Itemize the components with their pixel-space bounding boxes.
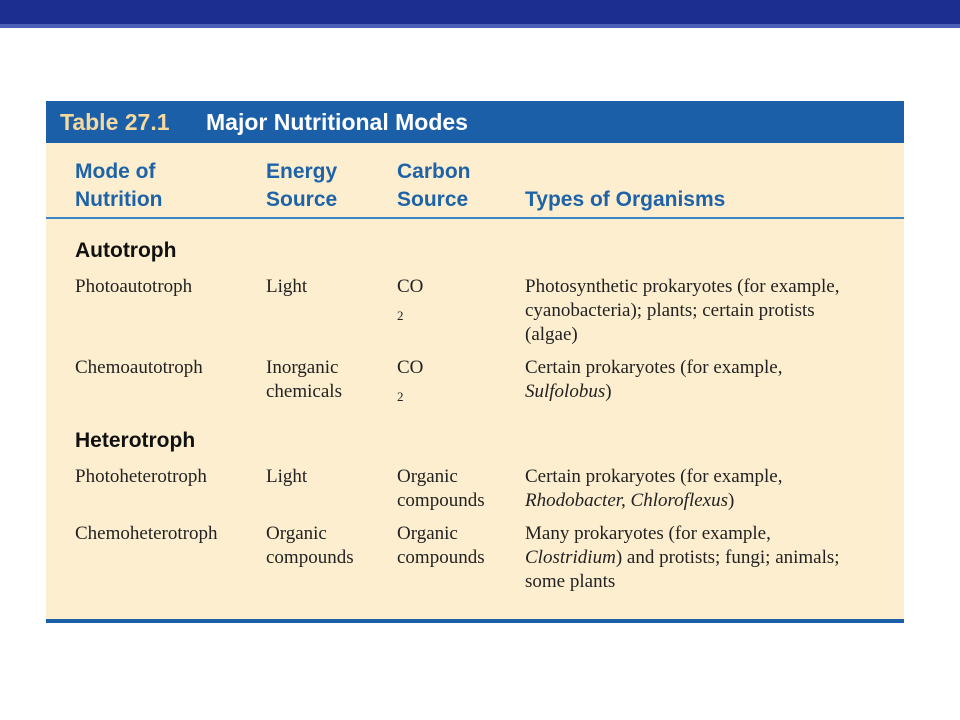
cell-mode-photoheterotroph: Photoheterotroph	[75, 466, 207, 487]
cell-mode-chemoheterotroph: Chemoheterotroph	[75, 523, 218, 544]
cell-types-photoautotroph: Photosynthetic prokaryotes (for example, cyanobacteria); plants; certain protists (algae)	[525, 276, 840, 345]
header-energy-source: Energy Source	[266, 160, 338, 211]
slide-top-bar	[0, 0, 960, 24]
header-rule	[46, 217, 904, 219]
cell-energy-chemoheterotroph: Organic compounds	[266, 523, 354, 568]
nutritional-modes-table	[46, 101, 904, 623]
group-heterotroph: Heterotroph	[75, 429, 196, 452]
header-mode-of-nutrition: Mode of Nutrition	[75, 160, 163, 211]
group-autotroph: Autotroph	[75, 239, 177, 262]
cell-energy-chemoautotroph: Inorganic chemicals	[266, 357, 342, 402]
cell-types-photoheterotroph: Certain prokaryotes (for example, Rhodobacter, Chloroflexus)	[525, 466, 783, 511]
cell-carbon-photoautotroph: CO $_2$	[397, 276, 424, 323]
table-title-bar	[46, 101, 904, 143]
table-number: Table 27.1	[60, 109, 170, 135]
cell-carbon-chemoautotroph: CO $_2$	[397, 357, 424, 404]
cell-mode-photoautotroph: Photoautotroph	[75, 276, 193, 297]
header-types-of-organisms: Types of Organisms	[525, 188, 726, 211]
cell-carbon-photoheterotroph: Organic compounds	[397, 466, 485, 511]
cell-types-chemoheterotroph: Many prokaryotes (for example, Clostridium) and protists; fungi; animals; some plants	[525, 523, 840, 592]
cell-energy-photoheterotroph: Light	[266, 466, 308, 487]
slide-top-stripe	[0, 24, 960, 28]
table-bottom-rule	[46, 619, 904, 623]
header-carbon-source: Carbon Source	[397, 160, 471, 211]
cell-mode-chemoautotroph: Chemoautotroph	[75, 357, 203, 378]
table-title: Major Nutritional Modes	[206, 109, 468, 135]
cell-carbon-chemoheterotroph: Organic compounds	[397, 523, 485, 568]
cell-types-chemoautotroph: Certain prokaryotes (for example, Sulfolobus)	[525, 357, 783, 402]
cell-energy-photoautotroph: Light	[266, 276, 308, 297]
